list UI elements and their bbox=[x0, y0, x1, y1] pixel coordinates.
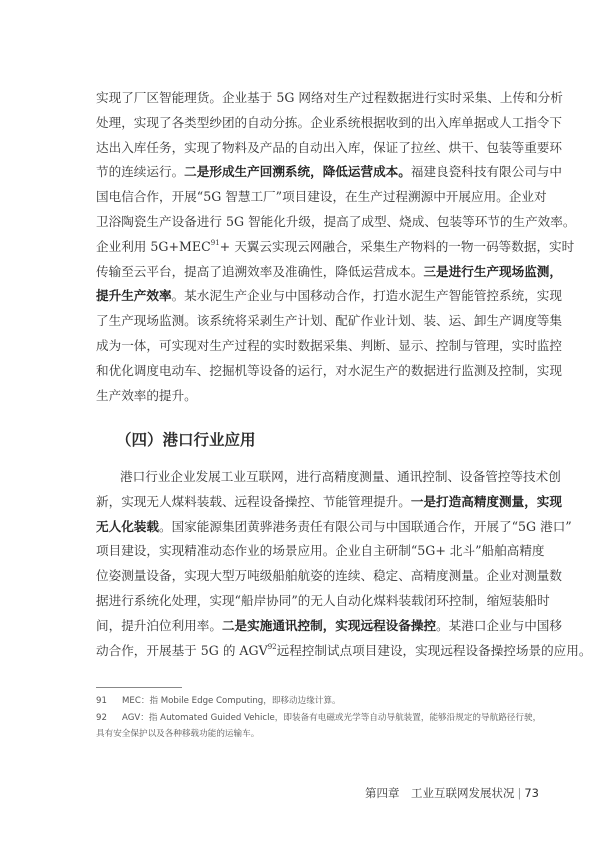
text-run: 港口行业企业发展工业互联网，进行高精度测量、通讯控制、设备管控等技术创 bbox=[120, 469, 561, 484]
text-run: + 天翼云实现云网融合，采集生产物料的一物一码等数据，实时 bbox=[219, 238, 575, 254]
text-run: 位姿测量设备，实现大型万吨级船舶航姿的连续、稳定、高精度测量。企业对测量数 bbox=[96, 568, 562, 584]
section-heading: （四）港口行业应用 bbox=[116, 431, 256, 449]
text-run: 福建良瓷科技有限公司与中 bbox=[410, 164, 562, 180]
text-run: 卫浴陶瓷生产设备进行 5G 智能化升级，提高了成型、烧成、包装等环节的生产效率。 bbox=[96, 214, 576, 229]
text-run: 项目建设，实现精准动态作业的场景应用。企业自主研制“5G+ 北斗”船舶高精度 bbox=[96, 543, 545, 559]
text-run: 。某港口企业与中国移 bbox=[436, 617, 562, 633]
text-line bbox=[96, 313, 562, 329]
text-line bbox=[96, 189, 547, 205]
text-run: 企业利用 5G+MEC bbox=[96, 238, 211, 254]
footer-separator: | bbox=[517, 786, 522, 800]
text-line bbox=[120, 469, 561, 485]
page-number: 73 bbox=[524, 786, 539, 800]
footnote-number: 92 bbox=[96, 713, 107, 723]
text-run: 二是实施通讯控制，实现远程设备操控 bbox=[221, 617, 437, 633]
text-run: 无人化装载 bbox=[96, 518, 159, 534]
text-run: 达出入库任务，实现了物料及产品的自动出入库，保证了拉丝、烘干、包装等重要环 bbox=[96, 139, 562, 155]
footnote-ref: 91 bbox=[210, 238, 220, 247]
text-line bbox=[96, 518, 572, 535]
text-run: 动合作，开展基于 5G 的 AGV bbox=[96, 642, 268, 658]
text-run: 国电信合作，开展“5G 智慧工厂”项目建设，在生产过程溯源中开展应用。企业对 bbox=[96, 189, 547, 205]
footnote-text: AGV：指 Automated Guided Vehicle，即装备有电磁或光学等自动导航装置，能够沿规定的导航路径行驶， bbox=[122, 713, 542, 723]
text-run: 生产效率的提升。 bbox=[96, 387, 197, 403]
text-run: 。某水泥生产企业与中国移动合作，打造水泥生产智能管控系统，实现 bbox=[171, 288, 562, 304]
text-run: 新，实现无人煤料装载、远程设备操控、节能管理提升。 bbox=[96, 493, 411, 509]
footnote-ref: 92 bbox=[267, 642, 277, 651]
footnote-text: MEC：指 Mobile Edge Computing，即移动边缘计算。 bbox=[122, 696, 341, 706]
text-line bbox=[96, 493, 562, 510]
text-run: 。国家能源集团黄骅港务责任有限公司与中国联通合作，开展了“5G 港口” bbox=[158, 518, 572, 534]
text-line bbox=[96, 238, 575, 255]
text-run: 远程控制试点项目建设，实现远程设备操控场景的应用。 bbox=[276, 642, 592, 658]
text-line bbox=[96, 593, 550, 609]
text-run: 传输至云平台，提高了追溯效率及准确性，降低运营成本。 bbox=[96, 263, 424, 279]
page-footer bbox=[365, 785, 539, 801]
text-line bbox=[96, 388, 516, 404]
text-run: 了生产现场监测。该系统将采剥生产计划、配矿作业计划、装、运、卸生产调度等集 bbox=[96, 313, 562, 329]
text-run: 成为一体，可实现对生产过程的实时数据采集、判断、显示、控制与管理，实时监控 bbox=[96, 338, 562, 353]
text-run: 二是形成生产回溯系统，降低运营成本。 bbox=[184, 164, 411, 180]
text-line bbox=[96, 338, 562, 354]
text-line bbox=[96, 642, 592, 659]
footer-chapter-title: 第四章 工业互联网发展状况 bbox=[364, 786, 515, 800]
text-line bbox=[96, 214, 576, 230]
text-run: 一是打造高精度测量，实现 bbox=[410, 493, 562, 509]
footnote-text: 具有安全保护以及各种移载功能的运输车。 bbox=[96, 729, 260, 739]
footnote-92 bbox=[96, 712, 542, 725]
text-line bbox=[96, 139, 562, 156]
text-line bbox=[96, 362, 562, 379]
text-run: 和优化调度电动车、挖掘机等设备的运行，对水泥生产的数据进行监测及控制，实现 bbox=[96, 362, 562, 378]
text-run: 实现了厂区智能理货。企业基于 5G 网络对生产过程数据进行实时采集、上传和分析 bbox=[96, 90, 563, 105]
footnote-92 bbox=[96, 728, 526, 741]
text-run: 间，提升泊位利用率。 bbox=[96, 617, 222, 633]
text-line bbox=[96, 568, 562, 584]
text-run: 三是进行生产现场监测， bbox=[423, 263, 562, 279]
text-line bbox=[96, 543, 545, 559]
text-line bbox=[96, 114, 562, 131]
footnote-91 bbox=[96, 695, 526, 708]
text-line bbox=[96, 263, 562, 280]
text-run: 节的连续运行。 bbox=[96, 164, 185, 180]
text-line bbox=[96, 288, 562, 304]
text-run: 据进行系统化处理，实现“船岸协同”的无人自动化煤料装载闭环控制，缩短装船时 bbox=[96, 593, 550, 608]
text-line bbox=[96, 90, 563, 106]
footnote-divider bbox=[96, 687, 182, 688]
footnote-number: 91 bbox=[96, 696, 107, 706]
text-line bbox=[96, 617, 562, 634]
text-line bbox=[96, 164, 562, 180]
text-run: 提升生产效率 bbox=[96, 288, 172, 304]
text-run: 处理，实现了各类型纱团的自动分拣。企业系统根据收到的出入库单据或人工指令下 bbox=[96, 114, 562, 130]
